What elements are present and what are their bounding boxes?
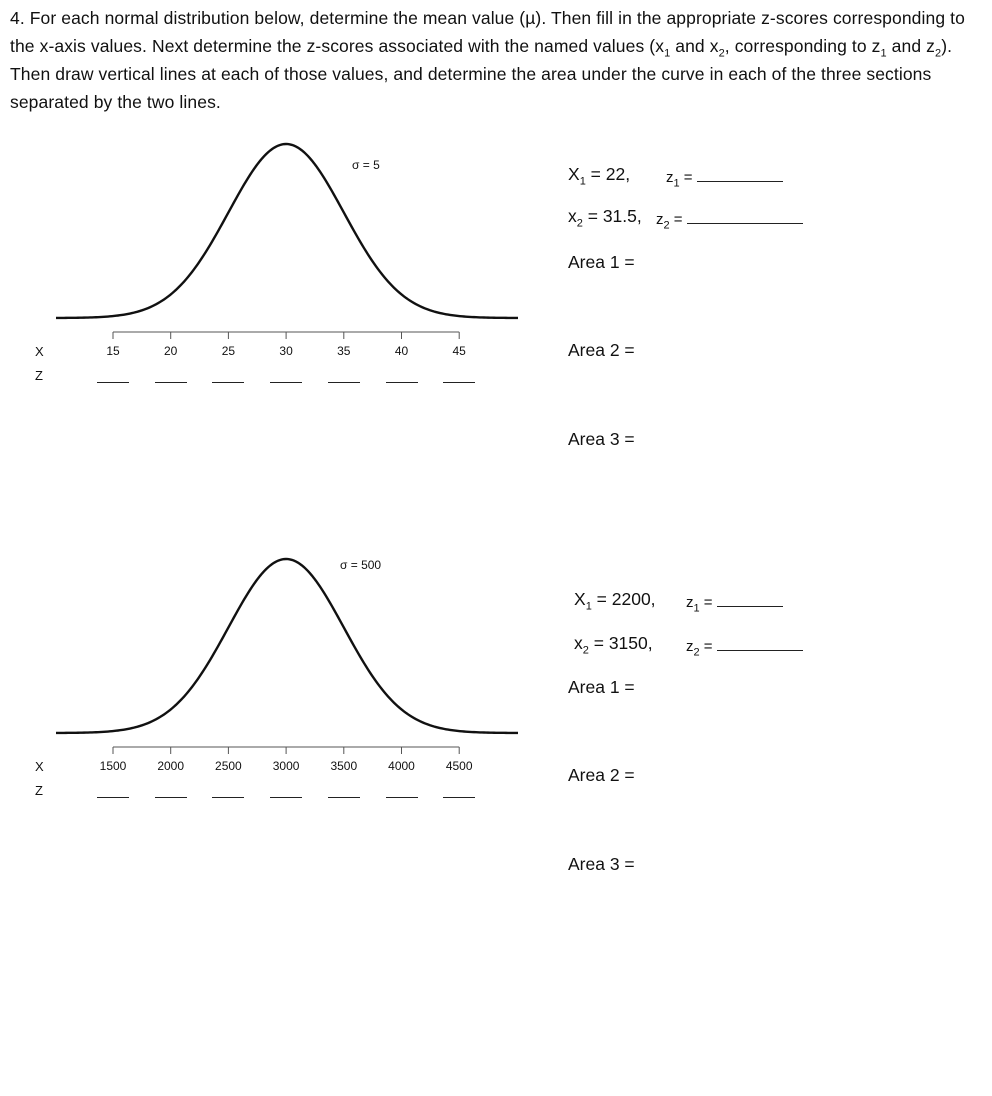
z2-answer[interactable] bbox=[656, 208, 803, 232]
subscript: 1 bbox=[585, 600, 592, 613]
z2-answer[interactable] bbox=[686, 635, 803, 659]
normal-curve-line bbox=[56, 144, 518, 318]
normal-curve-plot-1 bbox=[0, 130, 560, 420]
instructions-part: ). Then draw vertical lines at each of those values, and determine the area under the curve in each of the three sections separated by the two lines. bbox=[10, 36, 953, 112]
x2-label: x bbox=[574, 633, 583, 653]
area-3-label: Area 3 = bbox=[568, 429, 635, 449]
z-score-blank[interactable] bbox=[212, 797, 244, 798]
x-tick-label: 3500 bbox=[330, 759, 358, 773]
z1-answer[interactable] bbox=[666, 166, 783, 190]
instructions-part: 4. For each normal distribution below, determine the mean value (µ). Then fill in the appropriate z-scores corresponding to the x-axis values. Next determine the z-scores associated with the named values (x bbox=[10, 8, 965, 56]
z-score-blank[interactable] bbox=[212, 382, 244, 383]
x-row-label: X bbox=[35, 344, 44, 359]
z-score-blank[interactable] bbox=[328, 797, 360, 798]
instructions-text bbox=[10, 4, 982, 116]
z-score-blank[interactable] bbox=[386, 797, 418, 798]
x-tick-label: 2000 bbox=[157, 759, 185, 773]
z2-blank[interactable] bbox=[717, 638, 803, 651]
area-2-label: Area 2 = bbox=[568, 340, 635, 360]
subscript: 1 bbox=[673, 177, 680, 190]
z-score-blank[interactable] bbox=[155, 382, 187, 383]
x-row-label: X bbox=[35, 759, 44, 774]
equals-sign: = bbox=[699, 594, 713, 611]
x-tick-label: 2500 bbox=[215, 759, 242, 773]
normal-curve-line bbox=[56, 559, 518, 733]
area-2-label: Area 2 = bbox=[568, 765, 635, 785]
area-3-label: Area 3 = bbox=[568, 854, 635, 874]
x-tick-label: 4000 bbox=[388, 759, 415, 773]
z-score-blank[interactable] bbox=[386, 382, 418, 383]
x2-line bbox=[568, 206, 642, 230]
equals-sign: = bbox=[679, 169, 693, 186]
z1-blank[interactable] bbox=[697, 169, 783, 182]
x-tick-label: 40 bbox=[394, 344, 409, 358]
z-score-blank[interactable] bbox=[97, 382, 129, 383]
normal-curve-chart bbox=[0, 130, 560, 420]
equals-sign: = bbox=[669, 211, 683, 228]
instructions-part: , corresponding to z bbox=[724, 36, 881, 56]
z2-label: z bbox=[656, 211, 664, 228]
instructions-part: and x bbox=[670, 36, 719, 56]
subscript: 2 bbox=[934, 47, 942, 60]
subscript: 2 bbox=[718, 47, 725, 60]
x-tick-label: 35 bbox=[337, 344, 351, 358]
z-score-blank[interactable] bbox=[270, 797, 302, 798]
x1-label: X bbox=[574, 589, 586, 609]
z1-answer[interactable] bbox=[686, 591, 783, 615]
equals-sign: = bbox=[699, 638, 713, 655]
z-score-blank[interactable] bbox=[443, 797, 475, 798]
x2-line bbox=[574, 633, 653, 657]
x2-value: = 3150, bbox=[588, 633, 653, 653]
subscript: 1 bbox=[664, 47, 671, 60]
subscript: 2 bbox=[693, 646, 700, 659]
x1-label: X bbox=[568, 164, 580, 184]
x-tick-label: 25 bbox=[221, 344, 236, 358]
area-1-label: Area 1 = bbox=[568, 252, 635, 272]
x-tick-label: 15 bbox=[106, 344, 120, 358]
z-score-blank[interactable] bbox=[270, 382, 302, 383]
subscript: 2 bbox=[582, 644, 589, 657]
z-score-blank[interactable] bbox=[155, 797, 187, 798]
sigma-label: σ = 500 bbox=[340, 558, 382, 572]
x2-label: x bbox=[568, 206, 577, 226]
z-score-blank[interactable] bbox=[328, 382, 360, 383]
x-tick-label: 45 bbox=[452, 344, 466, 358]
x1-value: = 2200, bbox=[591, 589, 656, 609]
subscript: 1 bbox=[880, 47, 887, 60]
z1-label: z bbox=[666, 169, 674, 186]
x-tick-label: 1500 bbox=[99, 759, 127, 773]
x1-line bbox=[568, 164, 630, 188]
z-score-blank[interactable] bbox=[443, 382, 475, 383]
z1-blank[interactable] bbox=[717, 594, 783, 607]
z-score-blank[interactable] bbox=[97, 797, 129, 798]
normal-curve-chart bbox=[0, 545, 560, 835]
x-tick-label: 4500 bbox=[445, 759, 473, 773]
z-row-label: Z bbox=[35, 368, 43, 383]
x1-value: = 22, bbox=[585, 164, 631, 184]
subscript: 2 bbox=[663, 219, 670, 232]
x-tick-label: 30 bbox=[279, 344, 293, 358]
z2-blank[interactable] bbox=[687, 211, 803, 224]
normal-curve-plot-2 bbox=[0, 545, 560, 835]
area-1-label: Area 1 = bbox=[568, 677, 635, 697]
subscript: 1 bbox=[579, 175, 586, 188]
x-tick-label: 3000 bbox=[272, 759, 300, 773]
subscript: 2 bbox=[576, 217, 583, 230]
x2-value: = 31.5, bbox=[582, 206, 642, 226]
z2-label: z bbox=[686, 638, 694, 655]
subscript: 1 bbox=[693, 602, 700, 615]
instructions-part: and z bbox=[886, 36, 935, 56]
z-row-label: Z bbox=[35, 783, 43, 798]
x1-line bbox=[574, 589, 656, 613]
sigma-label: σ = 5 bbox=[352, 158, 380, 172]
x-tick-label: 20 bbox=[164, 344, 178, 358]
z1-label: z bbox=[686, 594, 694, 611]
